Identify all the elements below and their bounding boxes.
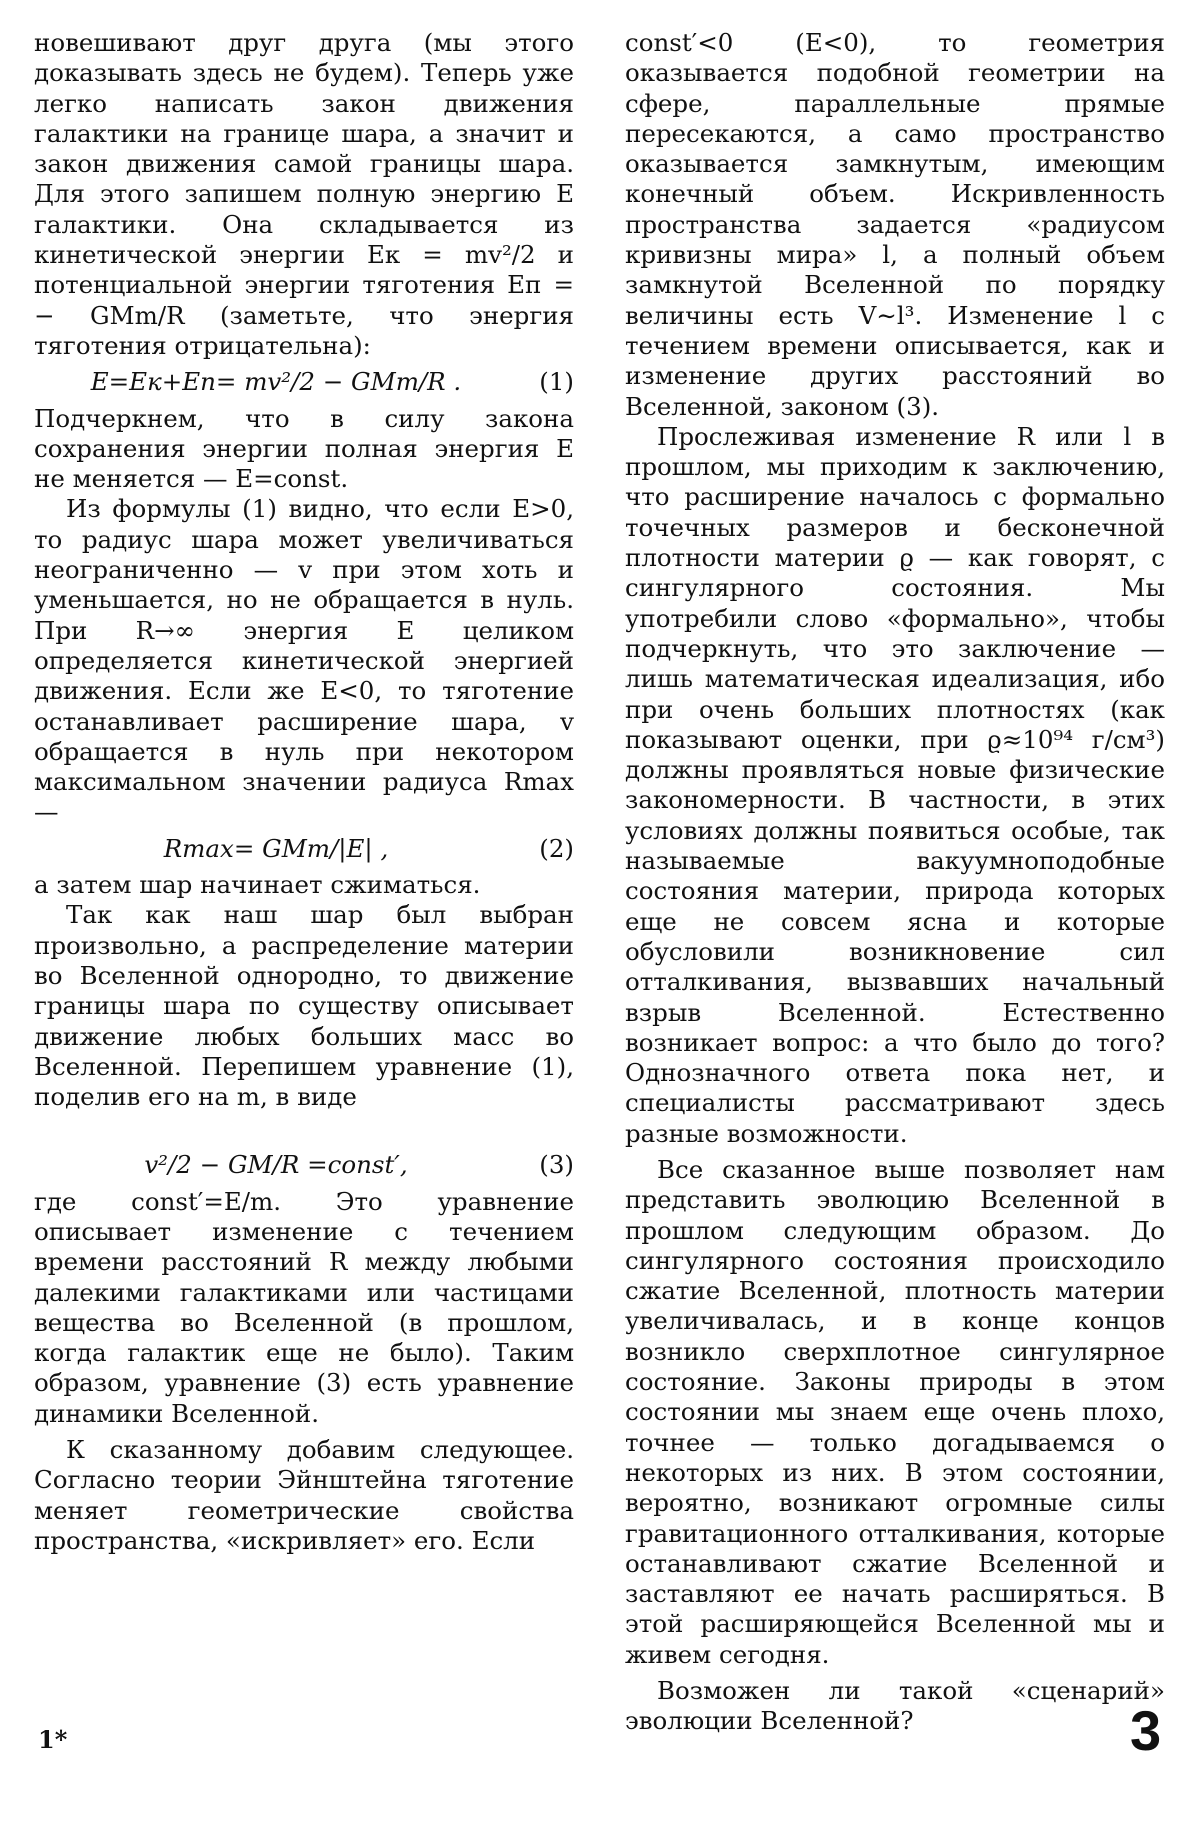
- right-column: [625, 28, 1165, 1737]
- left-column: [34, 28, 574, 1556]
- paragraph: Подчеркнем, что в силу закона сохранения энергии полная энергия E не меняется — E=const.: [34, 403, 574, 494]
- equation-body: Rmax= GMm/|E| ,: [163, 833, 389, 863]
- paragraph: const′<0 (E<0), то геометрия оказывается подобной геометрии на сфере, параллельные прямые пересекаются, а само пространство оказывается замкнутым, имеющим конечный объем. Искривленность пространства задается «радиусом кривизны мира» l, а полный объем замкнутой Вселенной по порядку величины есть V∼l³. Изменение l с течением времени описывается, как и изменение других расстояний во Вселенной, законом (3).: [625, 28, 1165, 421]
- equation-1: [34, 367, 574, 397]
- equation-3: [34, 1150, 574, 1180]
- equation-body: E=Eк+Eп= mv²/2 − GMm/R .: [90, 367, 462, 397]
- equation-number: (3): [539, 1150, 574, 1180]
- paragraph: а затем шар начинает сжиматься.: [34, 870, 481, 900]
- paragraph: где const′=E/m. Это уравнение описывает изменение с течением времени расстояний R между любыми далекими галактиками или частицами вещества во Вселенной (в прошлом, когда галактик еще не было). Таким образом, уравнение (3) есть уравнение динамики Вселенной.: [34, 1186, 574, 1428]
- equation-2: [34, 834, 574, 864]
- paragraph: новешивают друг друга (мы этого доказывать здесь не будем). Теперь уже легко написать закон движения галактики на границе шара, а значит и закон движения самой границы шара. Для этого запишем полную энергию E галактики. Она складывается из кинетической энергии Eк = mv²/2 и потенциальной энергии тяготения Eп = − GMm/R (заметьте, что энергия тяготения отрицательна):: [34, 28, 574, 360]
- equation-number: (2): [539, 833, 574, 863]
- paragraph: К сказанному добавим следующее. Согласно теории Эйнштейна тяготение меняет геометрические свойства пространства, «искривляет» его. Если: [34, 1435, 574, 1555]
- equation-number: (1): [539, 367, 574, 397]
- equation-body: v²/2 − GM/R =const′,: [144, 1150, 408, 1180]
- paragraph: Из формулы (1) видно, что если E>0, то радиус шара может увеличиваться неограниченно — v при этом хоть и уменьшается, но не обращается в нуль. При R→∞ энергия E целиком определяется кинетической энергией движения. Если же E<0, то тяготение останавливает расширение шара, v обращается в нуль при некотором максимальном значении радиуса Rmax —: [34, 494, 574, 827]
- signature-mark: 1*: [38, 1725, 68, 1754]
- paragraph: Возможен ли такой «сценарий» эволюции Вселенной?: [625, 1676, 1165, 1736]
- paragraph: Прослеживая изменение R или l в прошлом, мы приходим к заключению, что расширение началось с формально точечных размеров и бесконечной плотности материи ϱ — как говорят, с сингулярного состояния. Мы употребили слово «формально», чтобы подчеркнуть, что это заключение — лишь математическая идеализация, ибо при очень больших плотностях (как показывают оценки, при ϱ≈10⁹⁴ г/см³) должны проявляться новые физические закономерности. В частности, в этих условиях должны появиться особые, так называемые вакуумноподобные состояния материи, природа которых еще не совсем ясна и которые обусловили возникновение сил отталкивания, вызвавших начальный взрыв Вселенной. Естественно возникает вопрос: а что было до того? Однозначного ответа пока нет, и специалисты рассматривают здесь разные возможности.: [625, 421, 1165, 1148]
- paragraph: Все сказанное выше позволяет нам представить эволюцию Вселенной в прошлом следующим образом. До сингулярного состояния происходило сжатие Вселенной, плотность материи увеличивалась, и в конце концов возникло сверхплотное сингулярное состояние. Законы природы в этом состоянии мы знаем еще очень плохо, точнее — только догадываемся о некоторых из них. В этом состоянии, вероятно, возникают огромные силы гравитационного отталкивания, которые останавливают сжатие Вселенной и заставляют ее начать расширяться. В этой расширяющейся Вселенной мы и живем сегодня.: [625, 1154, 1165, 1669]
- page-number: 3: [1130, 1699, 1162, 1762]
- paragraph: Так как наш шар был выбран произвольно, а распределение материи во Вселенной однородно, то движение границы шара по существу описывает движение любых больших масс во Вселенной. Перепишем уравнение (1), поделив его на m, в виде: [34, 900, 574, 1112]
